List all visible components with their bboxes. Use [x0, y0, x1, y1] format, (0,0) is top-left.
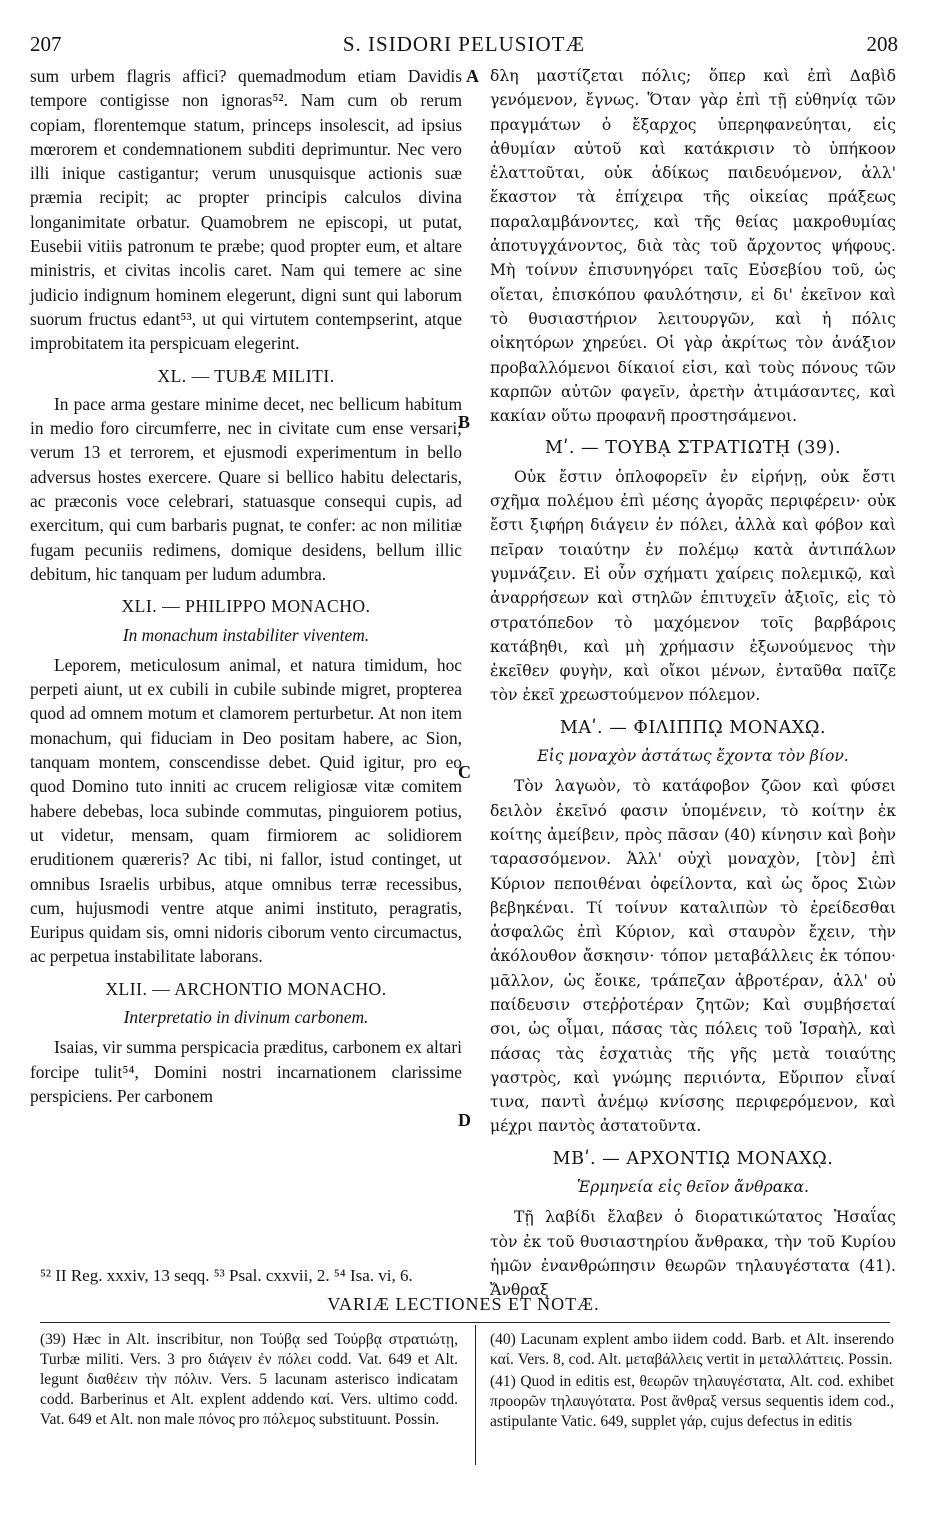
greek-letter-41-subtitle: Εἰς μοναχὸν ἀστάτως ἔχοντα τὸν βίον.: [537, 747, 849, 766]
greek-letter-42-text: Τῇ λαβίδι ἔλαβεν ὁ διορατικώτατος Ἡσαΐας τὸν ἐκ τοῦ θυσιαστηρίου ἄνθρακα, τὴν τοῦ Κυρίου ἡμῶν ἐνανθρώπησιν θεωρῶν τηλαυγέστατα (41). Ἄνθραξ: [490, 1208, 896, 1300]
page-title: S. ISIDORI PELUSIOTÆ: [342, 32, 586, 56]
margin-letter-d: D: [458, 1110, 471, 1130]
margin-letter-c: C: [458, 762, 471, 782]
latin-letter-40-heading: XL. — TUBÆ MILITI.: [157, 365, 335, 386]
notes-divider: [40, 1322, 890, 1323]
latin-letter-41-heading: XLI. — PHILIPPO MONACHO.: [121, 596, 371, 617]
greek-letter-42-heading: ΜΒʹ. — ΑΡΧΟΝΤΙῼ ΜΟΝΑΧῼ.: [552, 1148, 834, 1169]
greek-letter-40-text: Οὐκ ἔστιν ὁπλοφορεῖν ἐν εἰρήνῃ, οὐκ ἔστι σχῆμα πολέμου ἐπὶ μέσης ἀγορᾶς περιφέρειν· οὐκ ἔστι ξιφήρη διάγειν ἐν πόλει, ἀλλὰ καὶ φόβον καὶ πεῖραν τοιαύτην ἐν πολέμῳ κατὰ ἀντιπάλων γυμνάζειν. Εἰ οὖν σχήματι χαίρεις πολεμικῷ, καὶ ἀναρρήσεων καὶ στηλῶν ἐπιτυχεῖν ἀξιοῖς, εἰς τὸ στρατόπεδον τὸ μαχόμενον τοῖς βαρβάροις κατάβηθι, καὶ μὴ χρήμασιν ἐξωνούμενος τὴν ἐκεῖθεν φυγὴν, καὶ οἴκοι μένων, ἐνταῦθα παῖζε τὸν ἐκεῖ χρεωστούμενον πόλεμον.: [490, 467, 896, 705]
notes-column-separator: [475, 1325, 476, 1465]
latin-letter-42-heading: XLII. — ARCHONTIO MONACHO.: [105, 978, 387, 999]
latin-letter-41-subtitle: In monachum instabiliter viventem.: [122, 624, 370, 645]
running-head: [30, 32, 898, 62]
note-40: (40) Lacunam explent ambo iidem codd. Barb. et Alt. inserendo καί. Vers. 8, cod. Alt. μεταβάλλεις vertit in μεταλλάττεις. Possin.: [490, 1331, 894, 1368]
note-41: (41) Quod in editis est, θεωρῶν τηλαυγέστατα, Alt. cod. exhibet προορῶν τηλαυγότατα. Post ἄνθραξ versus sequentis idem cod., astipulante Vatic. 649, supplet γάρ, cujus defectus in editis: [490, 1373, 894, 1430]
greek-letter-42-subtitle: Ἑρμηνεία εἰς θεῖον ἄνθρακα.: [577, 1178, 809, 1197]
margin-letter-a: A: [466, 66, 479, 86]
greek-column: [490, 64, 896, 1303]
latin-letter-41-text: Leporem, meticulosum animal, et natura timidum, hoc perpeti aiunt, ut ex cubili in cubile subinde migret, propterea quod ad omnem motum et clamorem perturbetur. At non item monachum, qui fiduciam in Deo positam habere, ac Sion, tanquam montem, conscendisse debet. Quid igitur, pro eo quod Domino tuto inniti ac crucem religiosæ vitæ comitem habere debebas, loca subinde commutas, pinguiorem potius, ut videtur, mensam, quam firmiorem ac solidiorem eruditionem quæreris? Ac tibi, ni fallor, istud continget, ut omnibus Israelis urbibus, atque omnibus terræ recessibus, cum, hujusmodi ventre atque animi instituto, peragratis, Euripus quidam sis, omni nidoris ciborum vento circumactus, ac perpetua instabilitate laborans.: [30, 654, 462, 967]
latin-letter-42-text: Isaias, vir summa perspicacia præditus, carbonem ex altari forcipe tulit⁵⁴, Domini nostri incarnationem clarissime perspiciens. Per carbonem: [30, 1037, 462, 1106]
notes-right-column: [490, 1330, 894, 1434]
greek-letter-40-heading: Μʹ. — ΤΟΥΒᾼ ΣΤΡΑΤΙΩΤῌ (39).: [544, 438, 842, 459]
notes-title: VARIÆ LECTIONES ET NOTÆ.: [327, 1294, 600, 1314]
margin-letter-b: B: [458, 412, 471, 432]
latin-column: [30, 64, 462, 1108]
page-number-right: 208: [866, 32, 898, 56]
note-39: (39) Hæc in Alt. inscribitur, non Τούβᾳ sed Τούρβᾳ στρατιώτῃ, Turbæ militi. Vers. 3 pro διάγειν ἐν πόλει codd. Vat. 649 et Alt. legunt διαθέειν τὴν πόλιν. Vers. 5 lacunam asterisco indicatam codd. Barberinus et Alt. explent addendo καί. Vers. ultimo codd. Vat. 649 et Alt. non male πόνος pro πόλεμος substituunt. Possin.: [40, 1331, 458, 1428]
greek-letter-41-heading: ΜΑʹ. — ΦΙΛΙΠΠῼ ΜΟΝΑΧῼ.: [559, 717, 827, 738]
scripture-footnotes: ⁵² II Reg. xxxiv, 13 seqq. ⁵³ Psal. cxxvii, 2. ⁵⁴ Isa. vi, 6.: [40, 1266, 413, 1285]
page-number-left: 207: [30, 32, 62, 56]
latin-letter-40-text: In pace arma gestare minime decet, nec bellicum habitum in medio foro circumferre, nec in civitate cum ense versari; verum 13 et terrorem, et ejusmodi experimentum in bello adversus hostes exercere. Quare si bellico habitu delectaris, ac præconis voce celebrari, statuasque consequi cupis, ad exercitum, qui cum barbaris pugnat, te confer: ac non militiæ fugam pecuniis redimens, domique desidens, bellum illic debitum, hic tanquam per ludum adumbra.: [30, 393, 462, 584]
latin-intro: sum urbem flagris affici? quemadmodum etiam Davidis tempore contigisse non ignoras⁵². Nam cum ob rerum copiam, florentemque statum, princeps insolescit, ad ipsius mœrorem et condemnationem subditi deprimuntur. Nec vero illi inique castigantur; verum unusquisque actionis suæ præmia recipit; ac propter principis calculos divina longanimitate orbatur. Quamobrem ne episcopi, ut putat, Eusebii vitiis patronum te præbe; quod propter eum, et altare ministris, et civitas incolis caret. Nam qui temere ac sine judicio indignum hominem elegerunt, digni sunt qui laborum suorum fructus edant⁵³, ut qui virtutem contempserint, atque improbitatem ita perspicuam elegerint.: [30, 66, 462, 354]
notes-left-column: [40, 1330, 458, 1432]
greek-intro: δλη μαστίζεται πόλις; ὅπερ καὶ ἐπὶ Δαβὶδ γενόμενον, ἔγνως. Ὅταν γὰρ ἐπὶ τῇ εὐθηνίᾳ τῶν πραγμάτων ὁ ἔξαρχος ὑπερηφανεύηται, εἰς ἀθυμίαν αὐτοῦ καὶ κατάκρισιν τὸ ὑπήκοον ἐλαττοῦται, οὐκ ἀδίκως παιδευόμενον, ἀλλ' ἕκαστον τὰ ἐπίχειρα τῆς οἰκείας πράξεως παραλαμβάνοντες, καὶ τῆς θείας μακροθυμίας ἀποτυγχάνοντος, διὰ τὰς τοῦ ἄρχοντος ψήφους. Μὴ τοίνυν ἐπισυνηγόρει ταῖς Εὐσεβίου τοῦ, ὡς οἴεται, ἐπισκόπου φαυλότησιν, εἰ δι' ἐκεῖνον καὶ τὸ θυσιαστήριον λειτουργῶν, καὶ ἡ πόλις οἰκητόρων χηρεύει. Οἱ γὰρ ἀκρίτως τὸν ἀνάξιον προβαλλόμενοι δίκαιοί εἰσι, καὶ τοὺς πόνους τῶν καρπῶν αὐτῶν φαγεῖν, ἀρετὴν ἀτιμάσαντες, καὶ κακίαν οὕτω προφανῆ προστησάμενοι.: [490, 67, 896, 426]
latin-letter-42-subtitle: Interpretatio in divinum carbonem.: [123, 1006, 369, 1027]
greek-letter-41-text: Τὸν λαγωὸν, τὸ κατάφοβον ζῶον καὶ φύσει δειλὸν ἐκεῖνό φασιν ὑπομένειν, τὸ κοίτην ἐκ κοίτης ἀμείβειν, πρὸς πᾶσαν (40) κίνησιν καὶ βοὴν ταρασσόμενον. Ἀλλ' οὐχὶ μοναχὸν, [τὸν] ἐπὶ Κύριον πεποιθέναι ὀφείλοντα, καὶ ὡς ὄρος Σιὼν βεβηκέναι. Τί τοίνυν καταλιπὼν τὸ ἐρείδεσθαι ἀσφαλῶς ἐπὶ Κύριον, καὶ σταυρὸν ἔχειν, τὴν ἀκόλουθον ἄσκησιν· τόπον μεταβάλλεις ἐκ τόπου· μᾶλλον, ὡς ἔοικε, τράπεζαν ἁβροτέραν, ἀλλ' οὐ παίδευσιν στεῤῥοτέραν ζητῶν; Καὶ συμβήσεταί σοι, ὡς οἶμαι, πάσας τὰς πόλεις τοῦ Ἰσραὴλ, καὶ πάσας τὰς ἐσχατιὰς τῆς γῆς μετὰ τοιαύτης γαστρὸς, καὶ γνώμης περιιόντα, Εὔριπον εἶναί τινα, παντὶ ἀνέμῳ κνίσσης περιφερόμενον, καὶ μέχρι παντὸς ἀστατοῦντα.: [490, 777, 896, 1136]
